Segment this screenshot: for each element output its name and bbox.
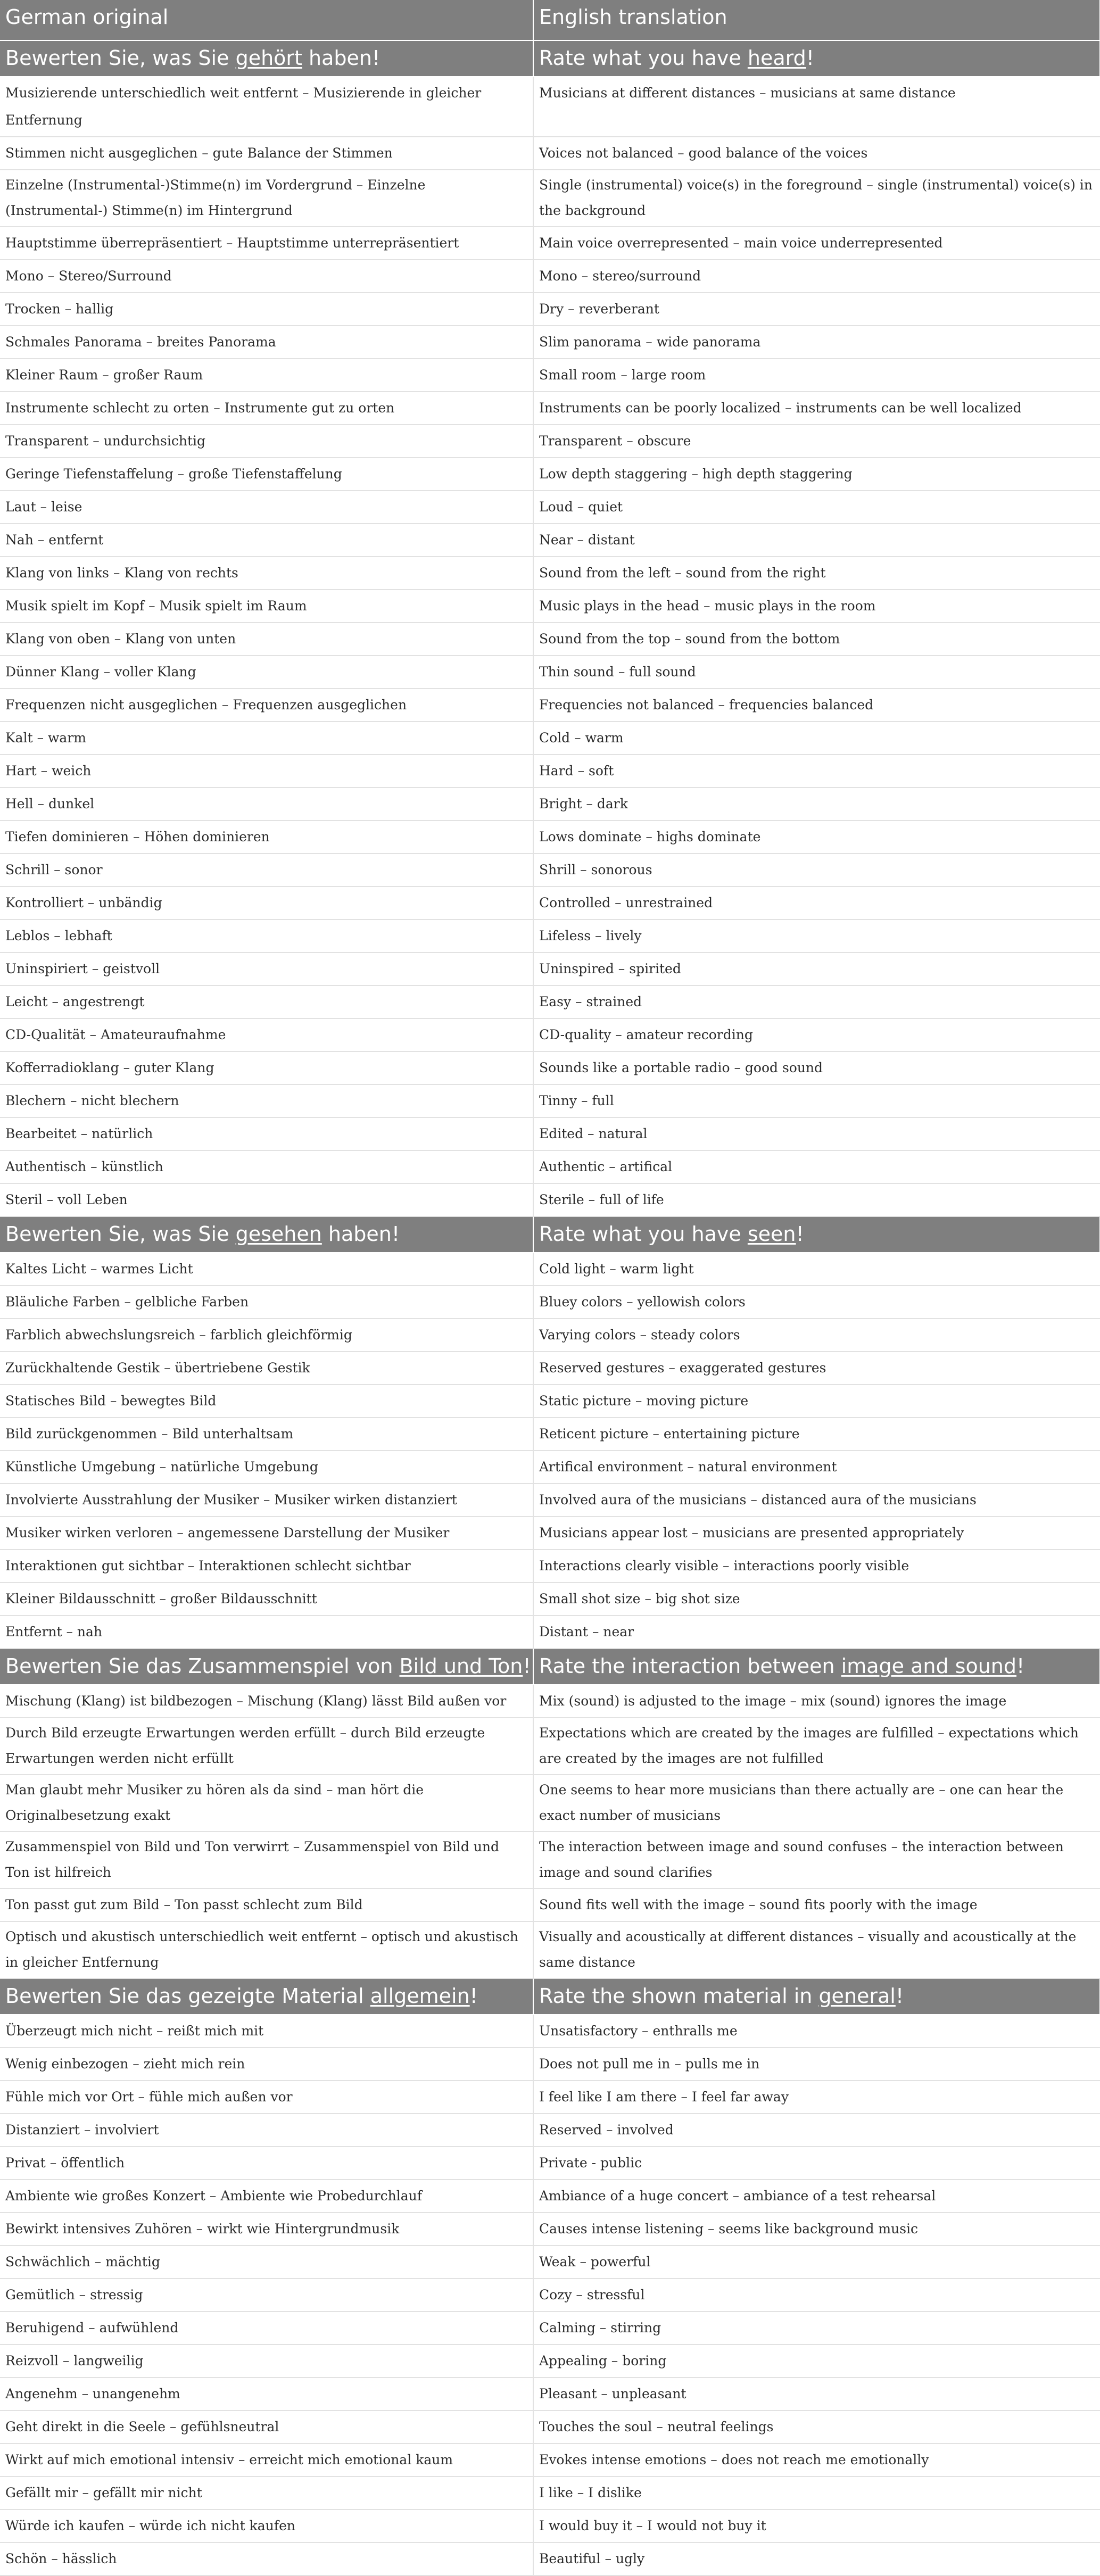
english-term-cell: Causes intense listening – seems like background music [533, 2213, 1100, 2246]
table-row [0, 722, 1100, 755]
section-heading-text: Rate the interaction between [539, 1654, 841, 1678]
english-term-cell: Sound from the top – sound from the bottom [533, 623, 1100, 656]
table-row [0, 1117, 1100, 1150]
table-row [0, 1832, 1100, 1888]
english-term-cell: One seems to hear more musicians than there actually are – one can hear the exact number of musicians [533, 1775, 1100, 1832]
section-heading-english [533, 1649, 1100, 1685]
german-term-cell: Klang von links – Klang von rechts [0, 557, 533, 590]
english-term-cell: Bright – dark [533, 788, 1100, 821]
header-english: English translation [533, 0, 1100, 40]
german-term-cell: Frequenzen nicht ausgeglichen – Frequenzen ausgeglichen [0, 689, 533, 722]
german-term-cell: Kalt – warm [0, 722, 533, 755]
section-heading-end: haben! [302, 46, 381, 70]
english-term-cell: Expectations which are created by the images are fulfilled – expectations which are created by the images are not fulfilled [533, 1718, 1100, 1775]
english-term-cell: Static picture – moving picture [533, 1385, 1100, 1418]
german-term-cell: Instrumente schlecht zu orten – Instrumente gut zu orten [0, 392, 533, 425]
german-term-cell: Reizvoll – langweilig [0, 2345, 533, 2378]
english-term-cell: Sound fits well with the image – sound fits poorly with the image [533, 1888, 1100, 1921]
section-heading-emphasis: Bild und Ton [399, 1654, 523, 1678]
english-term-cell: Tinny – full [533, 1084, 1100, 1117]
section-heading-end: ! [806, 46, 814, 70]
english-term-cell: Reserved gestures – exaggerated gestures [533, 1352, 1100, 1385]
english-term-cell: Frequencies not balanced – frequencies balanced [533, 689, 1100, 722]
table-row [0, 1685, 1100, 1718]
german-term-cell: Schmales Panorama – breites Panorama [0, 326, 533, 359]
table-row [0, 2081, 1100, 2114]
german-term-cell: Künstliche Umgebung – natürliche Umgebung [0, 1451, 533, 1484]
german-term-cell: Schwächlich – mächtig [0, 2246, 533, 2279]
section-heading-german [0, 40, 533, 77]
german-term-cell: Fühle mich vor Ort – fühle mich außen vor [0, 2081, 533, 2114]
english-term-cell: Sounds like a portable radio – good sound [533, 1051, 1100, 1084]
english-term-cell: Edited – natural [533, 1117, 1100, 1150]
table-row [0, 2542, 1100, 2575]
table-row [0, 1418, 1100, 1451]
table-row [0, 1616, 1100, 1649]
german-term-cell: Geht direkt in die Seele – gefühlsneutral [0, 2411, 533, 2444]
table-row [0, 1018, 1100, 1051]
english-term-cell: Dry – reverberant [533, 293, 1100, 326]
section-heading-emphasis: gehört [235, 46, 302, 70]
table-row [0, 1150, 1100, 1183]
table-row [0, 2345, 1100, 2378]
english-term-cell: Musicians at different distances – musicians at same distance [533, 77, 1100, 137]
english-term-cell: Varying colors – steady colors [533, 1319, 1100, 1352]
table-row [0, 1253, 1100, 1286]
section-header-row [0, 1978, 1100, 2015]
english-term-cell: Cold – warm [533, 722, 1100, 755]
table-row [0, 458, 1100, 491]
table-row [0, 2476, 1100, 2509]
table-row [0, 1319, 1100, 1352]
german-term-cell: Hell – dunkel [0, 788, 533, 821]
section-heading-text: Rate what you have [539, 46, 748, 70]
table-row [0, 2444, 1100, 2476]
table-row [0, 1385, 1100, 1418]
section-header-row [0, 1216, 1100, 1253]
german-term-cell: Mono – Stereo/Surround [0, 260, 533, 293]
table-row [0, 1051, 1100, 1084]
german-term-cell: Privat – öffentlich [0, 2147, 533, 2180]
german-term-cell: Überzeugt mich nicht – reißt mich mit [0, 2015, 533, 2048]
english-term-cell: Unsatisfactory – enthralls me [533, 2015, 1100, 2048]
table-row [0, 755, 1100, 788]
english-term-cell: Mix (sound) is adjusted to the image – mix (sound) ignores the image [533, 1685, 1100, 1718]
english-term-cell: Distant – near [533, 1616, 1100, 1649]
english-term-cell: Small shot size – big shot size [533, 1583, 1100, 1616]
section-heading-end: ! [796, 1222, 804, 1246]
section-heading-english [533, 40, 1100, 77]
german-term-cell: Wirkt auf mich emotional intensiv – erreicht mich emotional kaum [0, 2444, 533, 2476]
section-heading-end: ! [1016, 1654, 1025, 1678]
section-header-row [0, 1649, 1100, 1685]
english-term-cell: Reserved – involved [533, 2114, 1100, 2147]
table-row [0, 821, 1100, 854]
header-german: German original [0, 0, 533, 40]
german-term-cell: Musik spielt im Kopf – Musik spielt im Raum [0, 590, 533, 623]
table-row [0, 2411, 1100, 2444]
english-term-cell: Interactions clearly visible – interactions poorly visible [533, 1550, 1100, 1583]
english-term-cell: Cold light – warm light [533, 1253, 1100, 1286]
table-row [0, 77, 1100, 137]
german-term-cell: Musizierende unterschiedlich weit entfernt – Musizierende in gleicher Entfernung [0, 77, 533, 137]
german-term-cell: Geringe Tiefenstaffelung – große Tiefenstaffelung [0, 458, 533, 491]
german-term-cell: Farblich abwechslungsreich – farblich gleichförmig [0, 1319, 533, 1352]
german-term-cell: Gefällt mir – gefällt mir nicht [0, 2476, 533, 2509]
german-term-cell: Laut – leise [0, 491, 533, 524]
table-row [0, 920, 1100, 952]
german-term-cell: Beruhigend – aufwühlend [0, 2312, 533, 2345]
german-term-cell: Ambiente wie großes Konzert – Ambiente wie Probedurchlauf [0, 2180, 533, 2213]
german-term-cell: Angenehm – unangenehm [0, 2378, 533, 2411]
table-row [0, 2312, 1100, 2345]
german-term-cell: Hauptstimme überrepräsentiert – Hauptstimme unterrepräsentiert [0, 227, 533, 260]
english-term-cell: Thin sound – full sound [533, 656, 1100, 689]
table-row [0, 590, 1100, 623]
table-row [0, 2114, 1100, 2147]
english-term-cell: Hard – soft [533, 755, 1100, 788]
english-term-cell: Does not pull me in – pulls me in [533, 2048, 1100, 2081]
german-term-cell: Zusammenspiel von Bild und Ton verwirrt – Zusammenspiel von Bild und Ton ist hilfreich [0, 1832, 533, 1888]
german-term-cell: Interaktionen gut sichtbar – Interaktionen schlecht sichtbar [0, 1550, 533, 1583]
table-row [0, 2509, 1100, 2542]
table-row [0, 887, 1100, 920]
table-row [0, 1583, 1100, 1616]
table-body [0, 40, 1100, 2575]
english-term-cell: Lifeless – lively [533, 920, 1100, 952]
english-term-cell: I like – I dislike [533, 2476, 1100, 2509]
english-term-cell: Mono – stereo/surround [533, 260, 1100, 293]
german-term-cell: Transparent – undurchsichtig [0, 425, 533, 458]
english-term-cell: Involved aura of the musicians – distanced aura of the musicians [533, 1484, 1100, 1517]
english-term-cell: Near – distant [533, 524, 1100, 557]
english-term-cell: Slim panorama – wide panorama [533, 326, 1100, 359]
german-term-cell: Steril – voll Leben [0, 1183, 533, 1216]
english-term-cell: Lows dominate – highs dominate [533, 821, 1100, 854]
german-term-cell: Bläuliche Farben – gelbliche Farben [0, 1286, 533, 1319]
section-heading-emphasis: general [818, 1984, 896, 2008]
german-term-cell: Klang von oben – Klang von unten [0, 623, 533, 656]
section-heading-end: haben! [321, 1222, 400, 1246]
section-heading-text: Bewerten Sie, was Sie [5, 1222, 236, 1246]
german-term-cell: Leicht – angestrengt [0, 985, 533, 1018]
table-row [0, 1888, 1100, 1921]
table-row [0, 293, 1100, 326]
german-term-cell: Distanziert – involviert [0, 2114, 533, 2147]
english-term-cell: Ambiance of a huge concert – ambiance of a test rehearsal [533, 2180, 1100, 2213]
section-heading-german [0, 1978, 533, 2015]
german-term-cell: Ton passt gut zum Bild – Ton passt schlecht zum Bild [0, 1888, 533, 1921]
table-row [0, 1484, 1100, 1517]
german-term-cell: Optisch und akustisch unterschiedlich weit entfernt – optisch und akustisch in gleicher Entfernung [0, 1921, 533, 1978]
english-term-cell: Easy – strained [533, 985, 1100, 1018]
section-heading-emphasis: heard [747, 46, 806, 70]
german-term-cell: Involvierte Ausstrahlung der Musiker – Musiker wirken distanziert [0, 1484, 533, 1517]
section-heading-text: Rate what you have [539, 1222, 748, 1246]
english-term-cell: Touches the soul – neutral feelings [533, 2411, 1100, 2444]
german-term-cell: Man glaubt mehr Musiker zu hören als da sind – man hört die Originalbesetzung exakt [0, 1775, 533, 1832]
german-term-cell: Mischung (Klang) ist bildbezogen – Mischung (Klang) lässt Bild außen vor [0, 1685, 533, 1718]
english-term-cell: Private - public [533, 2147, 1100, 2180]
english-term-cell: Authentic – artifical [533, 1150, 1100, 1183]
table-row [0, 1084, 1100, 1117]
table-row [0, 170, 1100, 227]
english-term-cell: Small room – large room [533, 359, 1100, 392]
table-row [0, 1286, 1100, 1319]
german-term-cell: Entfernt – nah [0, 1616, 533, 1649]
german-term-cell: Trocken – hallig [0, 293, 533, 326]
german-term-cell: Dünner Klang – voller Klang [0, 656, 533, 689]
german-term-cell: Schrill – sonor [0, 854, 533, 887]
table-row [0, 623, 1100, 656]
table-row [0, 557, 1100, 590]
section-heading-end: ! [469, 1984, 478, 2008]
section-header-row [0, 40, 1100, 77]
table-row [0, 1775, 1100, 1832]
english-term-cell: Beautiful – ugly [533, 2542, 1100, 2575]
table-row [0, 1517, 1100, 1550]
table-row [0, 2048, 1100, 2081]
section-heading-emphasis: gesehen [235, 1222, 322, 1246]
english-term-cell: Weak – powerful [533, 2246, 1100, 2279]
table-row [0, 2015, 1100, 2048]
english-term-cell: Main voice overrepresented – main voice underrepresented [533, 227, 1100, 260]
english-term-cell: Evokes intense emotions – does not reach me emotionally [533, 2444, 1100, 2476]
english-term-cell: Transparent – obscure [533, 425, 1100, 458]
table-row [0, 1451, 1100, 1484]
english-term-cell: Controlled – unrestrained [533, 887, 1100, 920]
german-term-cell: Bearbeitet – natürlich [0, 1117, 533, 1150]
german-term-cell: Statisches Bild – bewegtes Bild [0, 1385, 533, 1418]
english-term-cell: Cozy – stressful [533, 2279, 1100, 2312]
table-row [0, 524, 1100, 557]
section-heading-english [533, 1216, 1100, 1253]
english-term-cell: The interaction between image and sound confuses – the interaction between image and sound clarifies [533, 1832, 1100, 1888]
german-term-cell: Kaltes Licht – warmes Licht [0, 1253, 533, 1286]
english-term-cell: Visually and acoustically at different distances – visually and acoustically at the same distance [533, 1921, 1100, 1978]
german-term-cell: Tiefen dominieren – Höhen dominieren [0, 821, 533, 854]
german-term-cell: Leblos – lebhaft [0, 920, 533, 952]
english-term-cell: Sound from the left – sound from the right [533, 557, 1100, 590]
table-row [0, 2279, 1100, 2312]
german-term-cell: Einzelne (Instrumental-)Stimme(n) im Vordergrund – Einzelne (Instrumental-) Stimme(n) im Hintergrund [0, 170, 533, 227]
section-heading-german [0, 1649, 533, 1685]
english-term-cell: I would buy it – I would not buy it [533, 2509, 1100, 2542]
table-row [0, 656, 1100, 689]
table-row [0, 854, 1100, 887]
table-row [0, 425, 1100, 458]
german-term-cell: Bewirkt intensives Zuhören – wirkt wie Hintergrundmusik [0, 2213, 533, 2246]
english-term-cell: CD-quality – amateur recording [533, 1018, 1100, 1051]
german-term-cell: Kontrolliert – unbändig [0, 887, 533, 920]
english-term-cell: Calming – stirring [533, 2312, 1100, 2345]
table-row [0, 2180, 1100, 2213]
table-row [0, 392, 1100, 425]
table-row [0, 1352, 1100, 1385]
table-row [0, 260, 1100, 293]
section-heading-end: ! [895, 1984, 904, 2008]
section-heading-german [0, 1216, 533, 1253]
german-term-cell: Musiker wirken verloren – angemessene Darstellung der Musiker [0, 1517, 533, 1550]
table-row [0, 1718, 1100, 1775]
section-heading-text: Rate the shown material in [539, 1984, 819, 2008]
table-row [0, 788, 1100, 821]
section-heading-emphasis: image and sound [841, 1654, 1017, 1678]
english-term-cell: Low depth staggering – high depth staggering [533, 458, 1100, 491]
german-term-cell: Kleiner Raum – großer Raum [0, 359, 533, 392]
english-term-cell: Uninspired – spirited [533, 952, 1100, 985]
english-term-cell: Appealing – boring [533, 2345, 1100, 2378]
section-heading-text: Bewerten Sie das gezeigte Material [5, 1984, 370, 2008]
english-term-cell: I feel like I am there – I feel far away [533, 2081, 1100, 2114]
german-term-cell: Schön – hässlich [0, 2542, 533, 2575]
table-row [0, 1921, 1100, 1978]
english-term-cell: Music plays in the head – music plays in the room [533, 590, 1100, 623]
table-row [0, 2147, 1100, 2180]
english-term-cell: Bluey colors – yellowish colors [533, 1286, 1100, 1319]
section-heading-end: ! [523, 1654, 531, 1678]
table-row [0, 2378, 1100, 2411]
table-row [0, 2213, 1100, 2246]
table-row [0, 326, 1100, 359]
german-term-cell: Durch Bild erzeugte Erwartungen werden erfüllt – durch Bild erzeugte Erwartungen werden nicht erfüllt [0, 1718, 533, 1775]
english-term-cell: Sterile – full of life [533, 1183, 1100, 1216]
section-heading-emphasis: seen [747, 1222, 796, 1246]
table-row [0, 227, 1100, 260]
english-term-cell: Reticent picture – entertaining picture [533, 1418, 1100, 1451]
english-term-cell: Artifical environment – natural environment [533, 1451, 1100, 1484]
table-row [0, 689, 1100, 722]
english-term-cell: Instruments can be poorly localized – instruments can be well localized [533, 392, 1100, 425]
english-term-cell: Musicians appear lost – musicians are presented appropriately [533, 1517, 1100, 1550]
german-term-cell: Zurückhaltende Gestik – übertriebene Gestik [0, 1352, 533, 1385]
english-term-cell: Voices not balanced – good balance of the voices [533, 137, 1100, 170]
table-row [0, 137, 1100, 170]
table-row [0, 359, 1100, 392]
english-term-cell: Single (instrumental) voice(s) in the foreground – single (instrumental) voice(s) in the background [533, 170, 1100, 227]
german-term-cell: Kleiner Bildausschnitt – großer Bildausschnitt [0, 1583, 533, 1616]
english-term-cell: Shrill – sonorous [533, 854, 1100, 887]
english-term-cell: Loud – quiet [533, 491, 1100, 524]
german-term-cell: Gemütlich – stressig [0, 2279, 533, 2312]
german-term-cell: Hart – weich [0, 755, 533, 788]
table-row [0, 2246, 1100, 2279]
section-heading-text: Bewerten Sie, was Sie [5, 46, 236, 70]
table-row [0, 1183, 1100, 1216]
german-term-cell: Blechern – nicht blechern [0, 1084, 533, 1117]
section-heading-text: Bewerten Sie das Zusammenspiel von [5, 1654, 400, 1678]
german-term-cell: Stimmen nicht ausgeglichen – gute Balance der Stimmen [0, 137, 533, 170]
table-row [0, 985, 1100, 1018]
german-term-cell: Würde ich kaufen – würde ich nicht kaufen [0, 2509, 533, 2542]
section-heading-english [533, 1978, 1100, 2015]
german-term-cell: Uninspiriert – geistvoll [0, 952, 533, 985]
german-term-cell: Wenig einbezogen – zieht mich rein [0, 2048, 533, 2081]
section-heading-emphasis: allgemein [370, 1984, 470, 2008]
english-term-cell: Pleasant – unpleasant [533, 2378, 1100, 2411]
table-row [0, 491, 1100, 524]
table-row [0, 1550, 1100, 1583]
german-term-cell: CD-Qualität – Amateuraufnahme [0, 1018, 533, 1051]
german-term-cell: Nah – entfernt [0, 524, 533, 557]
german-term-cell: Bild zurückgenommen – Bild unterhaltsam [0, 1418, 533, 1451]
table-header-row [0, 0, 1100, 40]
german-term-cell: Authentisch – künstlich [0, 1150, 533, 1183]
table-row [0, 952, 1100, 985]
german-term-cell: Kofferradioklang – guter Klang [0, 1051, 533, 1084]
